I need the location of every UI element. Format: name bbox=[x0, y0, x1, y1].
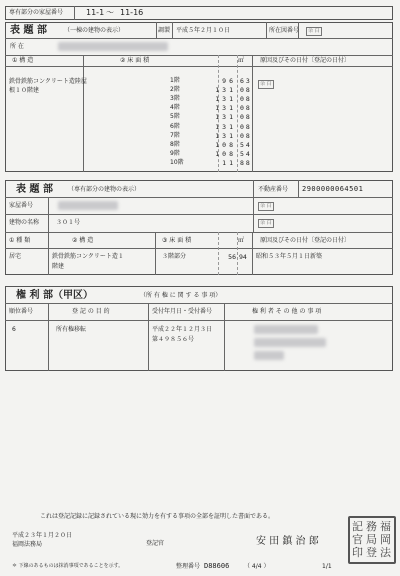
floor-area-int: 131 bbox=[215, 122, 236, 131]
sheet-no: 1/1 bbox=[322, 563, 332, 570]
purpose-value: 所有権移転 bbox=[56, 326, 87, 333]
real-estate-no: 2900000064501 bbox=[302, 185, 364, 193]
building-title: 表 題 部 bbox=[10, 25, 47, 36]
unit-type-value: 居宅 bbox=[9, 253, 22, 260]
seal-char-4: 務 bbox=[366, 520, 377, 533]
floor-label: 7階 bbox=[170, 131, 180, 139]
house-no-redacted bbox=[58, 201, 118, 210]
col-holder: 権 利 者 そ の 他 の 事 項 bbox=[252, 308, 322, 315]
holder-redacted-2 bbox=[254, 338, 326, 347]
header-box bbox=[5, 6, 393, 20]
unit-cause-value: 昭和５３年５月１日新築 bbox=[256, 253, 323, 260]
floor-area-dec: 08 bbox=[240, 95, 252, 104]
col-purpose: 登 記 の 目 的 bbox=[72, 308, 110, 315]
footer-note: ＊ 下線のあるものは抹消事項であることを示す。 bbox=[12, 563, 124, 569]
floor-area-dec: 08 bbox=[240, 113, 252, 122]
floor-label: 3階 bbox=[170, 95, 180, 103]
floor-label: 4階 bbox=[170, 104, 180, 112]
col-rank: 順位番号 bbox=[9, 308, 34, 315]
floor-area-dec: 63 bbox=[240, 77, 252, 85]
floor-area-int: 131 bbox=[215, 104, 236, 113]
floor-area-int: 108 bbox=[215, 149, 236, 158]
floor-area-int: 131 bbox=[215, 131, 236, 140]
prep-date: 平成５年２月１０日 bbox=[176, 27, 231, 34]
floor-area-dec: 54 bbox=[240, 149, 252, 158]
floor-area-dec: 08 bbox=[240, 122, 252, 131]
name-value: ３０１号 bbox=[56, 219, 81, 226]
unit-area-dec: 94 bbox=[239, 253, 247, 261]
floor-area-dec: 08 bbox=[240, 104, 252, 113]
seal-char-8: 官 bbox=[352, 533, 363, 546]
unit-subtitle: （専有部分の建物の表示） bbox=[68, 186, 141, 193]
floor-label: 9階 bbox=[170, 149, 180, 157]
cause-blank-stamp: 余 白 bbox=[260, 81, 272, 87]
location-label: 所 在 bbox=[10, 43, 24, 50]
location-redacted bbox=[58, 42, 168, 51]
unit-title: 表 題 部 bbox=[16, 184, 53, 195]
floor-label: 2階 bbox=[170, 86, 180, 94]
header-range-start: 11-1 bbox=[86, 8, 105, 17]
certification-text: これは登記記録に記録されている現に効力を有する事項の全部を証明した書面である。 bbox=[40, 513, 275, 520]
floor-area-int: 131 bbox=[215, 86, 236, 95]
name-label: 建物の名称 bbox=[9, 219, 40, 226]
structure-line-2: 根１０階建 bbox=[9, 87, 40, 94]
col-received: 受付年月日・受付番号 bbox=[152, 308, 213, 315]
rights-title: 権 利 部（甲区） bbox=[16, 290, 93, 301]
seal-char-3: 法 bbox=[380, 546, 391, 559]
holder-redacted-3 bbox=[254, 351, 284, 360]
unit-structure-line-2: 階建 bbox=[52, 263, 65, 270]
unit-structure-line-1: 鉄骨鉄筋コンクリート造１ bbox=[52, 253, 124, 260]
unit-area-int: 56 bbox=[228, 253, 236, 261]
floor-label: 6階 bbox=[170, 122, 180, 130]
seal-char-9: 印 bbox=[352, 546, 363, 559]
name-blank-stamp: 余 白 bbox=[260, 220, 272, 226]
official-name: 安 田 鎮 治 郎 bbox=[256, 536, 319, 547]
col-cause: 原因及びその日付〔登記の日付〕 bbox=[260, 57, 351, 64]
floor-label: 10階 bbox=[170, 158, 184, 166]
unit-col-area-unit: ㎡ bbox=[238, 237, 245, 244]
received-no: 第４９８５６号 bbox=[152, 336, 195, 343]
col-structure: ① 構 造 bbox=[12, 57, 34, 64]
issuing-office: 福岡法務局 bbox=[12, 541, 43, 548]
unit-col-area: ③ 床 面 積 bbox=[162, 237, 192, 244]
seal-char-6: 登 bbox=[366, 546, 377, 559]
unit-section bbox=[5, 180, 393, 275]
prep-label: 調製 bbox=[158, 27, 171, 34]
page-of: （ 4/4 ） bbox=[244, 563, 270, 570]
floor-area-int: 131 bbox=[215, 95, 236, 104]
rights-subtitle: （所 有 権 に 関 す る 事 項） bbox=[140, 292, 222, 299]
house-blank-stamp: 余 白 bbox=[260, 203, 272, 209]
floor-area-int: 108 bbox=[215, 140, 236, 149]
floor-label: 8階 bbox=[170, 140, 180, 148]
structure-line-1: 鉄骨鉄筋コンクリート造陸屋 bbox=[9, 78, 87, 85]
seal-char-2: 岡 bbox=[380, 533, 391, 546]
registrar-seal bbox=[348, 516, 396, 564]
serial-no: D88606 bbox=[204, 562, 230, 570]
building-subtitle: （一棟の建物の表示） bbox=[64, 27, 125, 34]
house-no-label: 家屋番号 bbox=[9, 202, 34, 209]
col-area-unit: ㎡ bbox=[238, 57, 245, 64]
floor-area-dec: 08 bbox=[240, 131, 252, 140]
floor-area-dec: 54 bbox=[240, 140, 252, 149]
floor-area-int: 131 bbox=[215, 113, 236, 122]
received-date: 平成２２年１２月３日 bbox=[152, 326, 213, 333]
floor-label: 1階 bbox=[170, 77, 180, 84]
floor-area-int: 96 bbox=[222, 77, 236, 85]
unit-col-type: ① 種 類 bbox=[9, 237, 31, 244]
unit-col-structure: ② 構 造 bbox=[72, 237, 94, 244]
real-estate-no-label: 不動産番号 bbox=[258, 186, 289, 193]
map-blank-stamp: 余 白 bbox=[308, 28, 320, 34]
holder-redacted-1 bbox=[254, 325, 318, 334]
floor-area-int: 11 bbox=[222, 158, 236, 167]
header-tilde: 〜 bbox=[106, 8, 114, 17]
rank-value: 6 bbox=[12, 326, 16, 333]
unit-col-cause: 原因及びその日付〔登記の日付〕 bbox=[260, 237, 351, 244]
floor-area-dec: 88 bbox=[240, 158, 252, 167]
seal-char-1: 福 bbox=[380, 520, 391, 533]
map-label: 所在図番号 bbox=[269, 27, 300, 34]
official-title: 登記官 bbox=[146, 540, 165, 547]
seal-char-5: 局 bbox=[366, 533, 377, 546]
unit-area-floor: ３階部分 bbox=[162, 253, 187, 260]
header-range-end: 11-16 bbox=[120, 8, 144, 17]
floor-area-dec: 08 bbox=[240, 86, 252, 95]
issue-date: 平成２３年１月２０日 bbox=[12, 532, 73, 539]
seal-char-7: 記 bbox=[352, 520, 363, 533]
serial-label: 整理番号 bbox=[176, 563, 201, 570]
col-area: ② 床 面 積 bbox=[120, 57, 150, 64]
floor-label: 5階 bbox=[170, 113, 180, 121]
header-label: 専有部分の家屋番号 bbox=[9, 9, 64, 16]
